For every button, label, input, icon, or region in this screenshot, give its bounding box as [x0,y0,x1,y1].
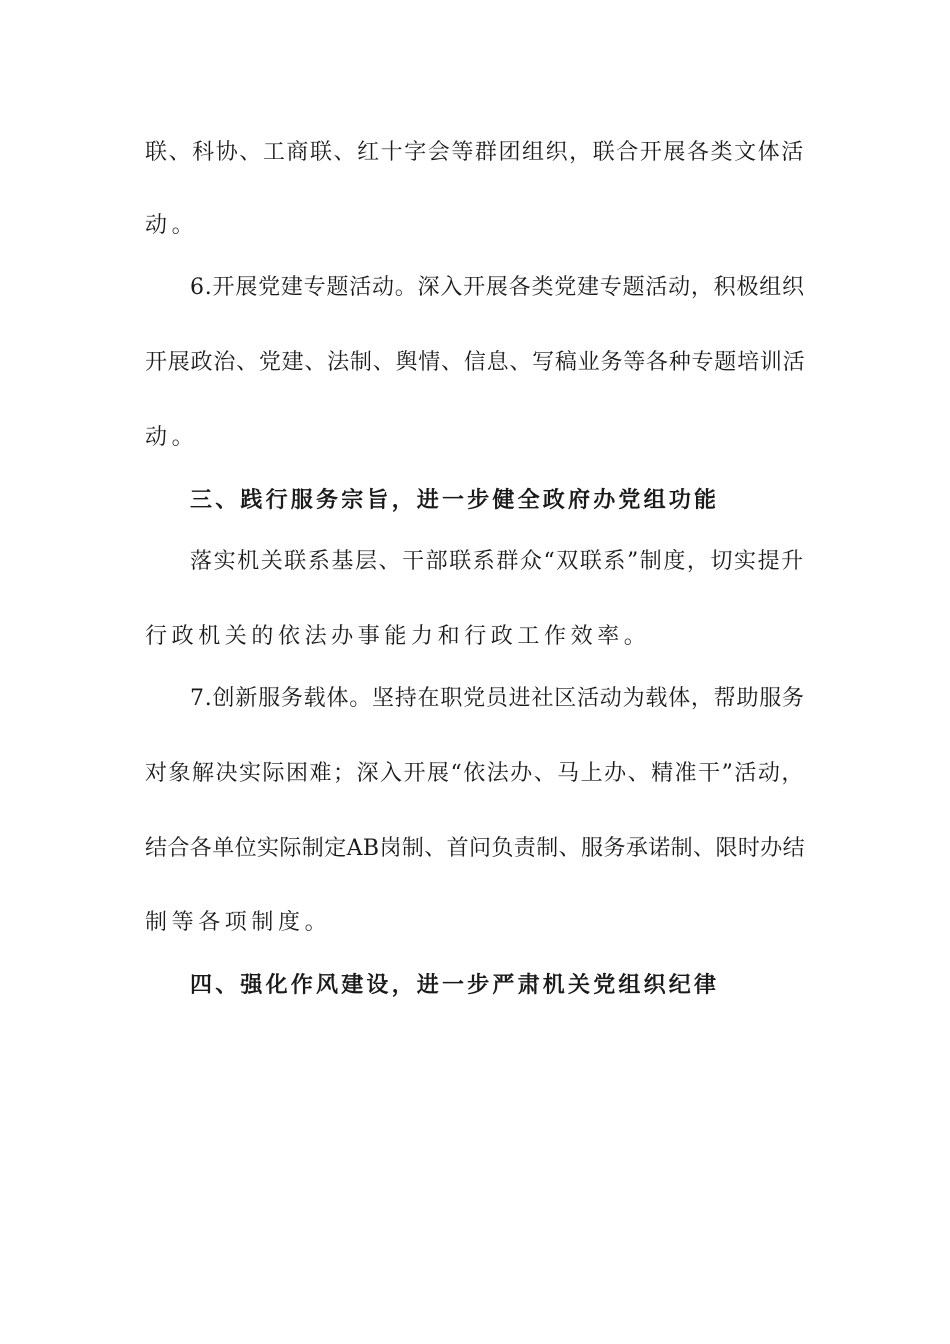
paragraph-line: 动。 [145,425,199,450]
paragraph-line: 6.开展党建专题活动。深入开展各类党建专题活动，积极组织 [190,275,805,300]
paragraph-line: 开展政治、党建、法制、舆情、信息、写稿业务等各种专题培训活 [145,350,806,375]
paragraph-line: 动。 [145,213,199,238]
paragraph-line: 对象解决实际困难；深入开展“依法办、马上办、精准干”活动， [145,761,805,786]
paragraph-line: 行政机关的依法办事能力和行政工作效率。 [145,624,651,649]
paragraph-line: 结合各单位实际制定AB岗制、首问负责制、服务承诺制、限时办结 [145,836,806,861]
paragraph-line: 落实机关联系基层、干部联系群众“双联系”制度，切实提升 [190,549,805,574]
paragraph-line: 制等各项制度。 [145,910,332,935]
paragraph-line: 联、科协、工商联、红十字会等群团组织，联合开展各类文体活 [145,140,805,165]
paragraph-line: 7.创新服务载体。坚持在职党员进社区活动为载体，帮助服务 [190,686,805,711]
section-heading: 三、践行服务宗旨，进一步健全政府办党组功能 [190,487,720,513]
section-heading: 四、强化作风建设，进一步严肃机关党组织纪律 [190,972,720,998]
